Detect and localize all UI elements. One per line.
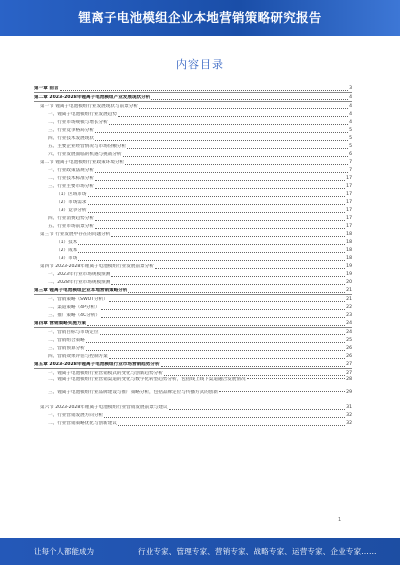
toc-leader-dots [247,377,346,379]
toc-leader-dots [100,333,346,335]
toc-leader-dots [95,227,345,229]
toc-entry-text: 二、2028年行业市场规模预测 [48,280,111,285]
toc-entry-text: 二、锂离子电池模组行业营销渠道的变化与数字化转型趋势分析，包括线上线下渠道融合发展情况 [48,377,246,382]
toc-entry[interactable] [34,84,352,93]
toc-entry[interactable] [34,344,352,352]
toc-entry-page: 5 [349,144,352,149]
toc-leader-dots [60,89,348,91]
toc-entry-page: 5 [349,128,352,133]
toc-entry-page: 27 [346,371,352,376]
toc-entry-page: 20 [346,280,352,285]
toc-entry[interactable] [34,230,352,238]
toc-entry-page: 17 [346,224,352,229]
toc-entry-page: 4 [349,95,352,100]
toc-entry[interactable] [34,377,352,390]
toc-leader-dots [219,390,345,392]
toc-entry[interactable] [34,411,352,419]
toc-entry-page: 31 [346,405,352,410]
toc-entry-text: （1）技术 [56,240,78,245]
toc-entry-text: （2）市场需求 [56,200,87,205]
toc-entry-text: 第六节 2023-2028年锂离子电池模组行业营销发展前景与建议 [40,405,168,410]
toc-entry-page: 24 [346,321,352,326]
toc-leader-dots [86,341,345,343]
toc-entry-text: 二、行业技术标准分析 [48,176,94,181]
toc-entry-text: 一、行业政策法规分析 [48,168,94,173]
toc-entry[interactable] [34,126,352,134]
toc-entry[interactable] [34,319,352,328]
toc-entry-text: 三、营销预算分析 [48,346,85,351]
toc-leader-dots [118,115,348,117]
toc-entry-text: 第五章 2023-2028年锂离子电池模组行业市场营销趋势分析 [34,362,160,367]
toc-entry-page: 17 [346,208,352,213]
toc-entry-text: 五、主要企业经营情况与市场份额分析 [48,144,127,149]
toc-entry[interactable] [34,390,352,403]
toc-entry-page: 27 [346,362,352,367]
toc-entry-text: 二、行业市场规模与增长分析 [48,120,108,125]
toc-entry[interactable] [34,303,352,311]
toc-leader-dots [101,308,346,310]
toc-entry-page: 5 [349,136,352,141]
toc-entry-text: 第二章 2023-2028年锂离子电池模组产业发展现状分析 [34,95,151,100]
toc-leader-dots [78,259,345,261]
toc-entry-page: 26 [346,354,352,359]
report-title: 锂离子电池模组企业本地营销策略研究报告 [78,10,322,25]
toc-leader-dots [95,219,345,221]
toc-entry-page: 4 [349,104,352,109]
toc-entry[interactable] [34,328,352,336]
toc-entry-page: 18 [346,248,352,253]
toc-entry[interactable] [34,311,352,319]
toc-entry-text: 第二节 锂离子电池模组行业政策环境分析 [40,160,125,165]
toc-entry-text: 二、营销组合策略 [48,338,85,343]
toc-entry-page: 21 [346,297,352,302]
toc-entry-text: 三、行业竞争格局分析 [48,128,94,133]
toc-entry-page: 32 [346,421,352,426]
toc-entry[interactable] [34,403,352,411]
toc-entry-page: 23 [346,313,352,318]
toc-entry[interactable] [34,360,352,369]
toc-entry-text: （3）竞争分析 [56,208,87,213]
toc-entry-text: 三、锂离子电池模组行业品牌建设与推广策略分析，包括品牌定位与传播方式的创新 [48,390,218,395]
toc-leader-dots [104,416,345,418]
toc-leader-dots [78,243,345,245]
toc-entry[interactable] [34,182,352,190]
toc-entry[interactable] [34,142,352,150]
toc-entry-text: 第四章 营销策略实施方案 [34,321,87,326]
toc-leader-dots [95,139,348,141]
toc-leader-dots [128,291,345,293]
toc-leader-dots [164,374,345,376]
toc-leader-dots [95,179,345,181]
toc-entry-text: 一、营销策略（SWOT分析） [48,297,108,302]
toc-entry[interactable] [34,278,352,286]
toc-entry-text: 二、行业营销策略优化与创新建议 [48,421,117,426]
toc-leader-dots [95,131,348,133]
toc-leader-dots [151,98,348,100]
toc-entry[interactable] [34,369,352,377]
toc-entry[interactable] [34,93,352,102]
toc-leader-dots [109,300,345,302]
toc-leader-dots [78,251,345,253]
toc-leader-dots [95,171,348,173]
toc-entry-text: 第一节 锂离子电池模组行业发展现状与前景分析 [40,104,138,109]
toc-leader-dots [101,316,345,318]
toc-entry-page: 4 [349,112,352,117]
toc-entry-text: 第一章 前言 [34,86,59,91]
toc-entry-text: （2）成本 [56,248,78,253]
toc-entry-page: 18 [346,232,352,237]
toc-entry[interactable] [34,286,352,295]
toc-leader-dots [123,155,349,157]
toc-entry-page: 17 [346,200,352,205]
toc-leader-dots [118,424,345,426]
toc-entry-text: 一、行业营销发展方向分析 [48,413,104,418]
toc-entry-page: 28 [346,377,352,382]
toc-entry-page: 17 [346,216,352,221]
toc-entry-page: 17 [346,192,352,197]
footer-roles: 行业专家、管理专家、营销专家、战略专家、运营专家、企业专家…… [138,547,377,556]
toc-entry-text: （3）市场 [56,256,78,261]
toc-entry-text: 第三章 锂离子电池模组企业本地营销策略分析 [34,288,128,293]
toc-leader-dots [88,211,346,213]
toc-title: 内容目录 [176,58,224,71]
header-banner [0,0,400,36]
toc-entry-text: 一、锂离子电池模组行业发展趋势 [48,112,117,117]
toc-entry-page: 19 [346,272,352,277]
toc-entry-text: 一、2023年行业市场规模预测 [48,272,111,277]
toc-entry[interactable] [34,254,352,262]
toc-entry-page: 19 [346,264,352,269]
toc-entry-page: 18 [346,256,352,261]
toc-entry-page: 18 [346,240,352,245]
toc-entry-page: 7 [349,160,352,165]
toc-entry-page: 22 [346,305,352,310]
toc-entry-page: 26 [346,346,352,351]
toc-entry-page: 24 [346,330,352,335]
toc-leader-dots [111,275,345,277]
toc-entry[interactable] [34,419,352,427]
toc-entry[interactable] [34,150,352,158]
toc-entry[interactable] [34,238,352,246]
toc-leader-dots [161,365,346,367]
toc-entry-page: 3 [349,86,352,91]
toc-entry-page: 7 [349,168,352,173]
toc-entry[interactable] [34,134,352,142]
toc-entry[interactable] [34,270,352,278]
footer-banner [0,538,400,565]
toc-leader-dots [109,357,345,359]
toc-entry[interactable] [34,102,352,110]
toc-entry[interactable] [34,262,352,270]
toc-leader-dots [109,123,348,125]
toc-entry[interactable] [34,222,352,230]
toc-entry-text: 第四节 2023-2028年锂离子电池模组行业发展前景分析 [40,264,154,269]
toc-entry-page: 17 [346,184,352,189]
table-of-contents [34,84,352,427]
page-number: 1 [338,517,342,523]
toc-entry-text: 五、行业市场前景分析 [48,224,94,229]
toc-entry-page: 32 [346,413,352,418]
toc-leader-dots [88,203,346,205]
toc-entry-text: 四、行业技术发展现状 [48,136,94,141]
footer-slogan: 让每个人都能成为 [34,547,94,556]
toc-entry[interactable] [34,352,352,360]
toc-entry-page: 21 [346,288,352,293]
toc-entry[interactable] [34,295,352,303]
toc-leader-dots [139,107,348,109]
toc-entry[interactable] [34,118,352,126]
toc-leader-dots [127,147,348,149]
toc-leader-dots [169,408,346,410]
toc-entry[interactable] [34,110,352,118]
toc-entry-page: 6 [349,152,352,157]
toc-leader-dots [87,324,345,326]
toc-leader-dots [155,267,345,269]
toc-entry-text: 六、行业发展面临的机遇与挑战分析 [48,152,122,157]
toc-leader-dots [95,187,345,189]
toc-entry-text: 一、锂离子电池模组行业营销模式的变化与创新趋势分析 [48,371,163,376]
toc-entry-text: 三、行业主要市场分析 [48,184,94,189]
toc-leader-dots [111,283,345,285]
toc-entry-text: 一、营销目标与市场定位 [48,330,99,335]
toc-entry-text: 第三节 行业发展中存在的问题分析 [40,232,111,237]
toc-entry[interactable] [34,336,352,344]
toc-entry[interactable] [34,206,352,214]
toc-leader-dots [125,163,348,165]
toc-entry[interactable] [34,198,352,206]
toc-leader-dots [86,349,345,351]
toc-entry-text: 二、渠道策略（4P分析） [48,305,100,310]
toc-entry[interactable] [34,246,352,254]
toc-entry[interactable] [34,166,352,174]
toc-entry-text: （1）区域市场 [56,192,87,197]
toc-entry-text: 四、营销效果评估与控制方案 [48,354,108,359]
toc-entry-page: 29 [346,390,352,395]
toc-entry-text: 四、行业消费趋势分析 [48,216,94,221]
toc-entry-text: 三、推广策略（4C分析） [48,313,101,318]
toc-leader-dots [111,235,345,237]
toc-entry-page: 4 [349,120,352,125]
toc-entry-page: 17 [346,176,352,181]
toc-entry-page: 25 [346,338,352,343]
toc-entry[interactable] [34,214,352,222]
toc-entry[interactable] [34,174,352,182]
toc-entry[interactable] [34,158,352,166]
toc-entry[interactable] [34,190,352,198]
toc-leader-dots [88,195,346,197]
